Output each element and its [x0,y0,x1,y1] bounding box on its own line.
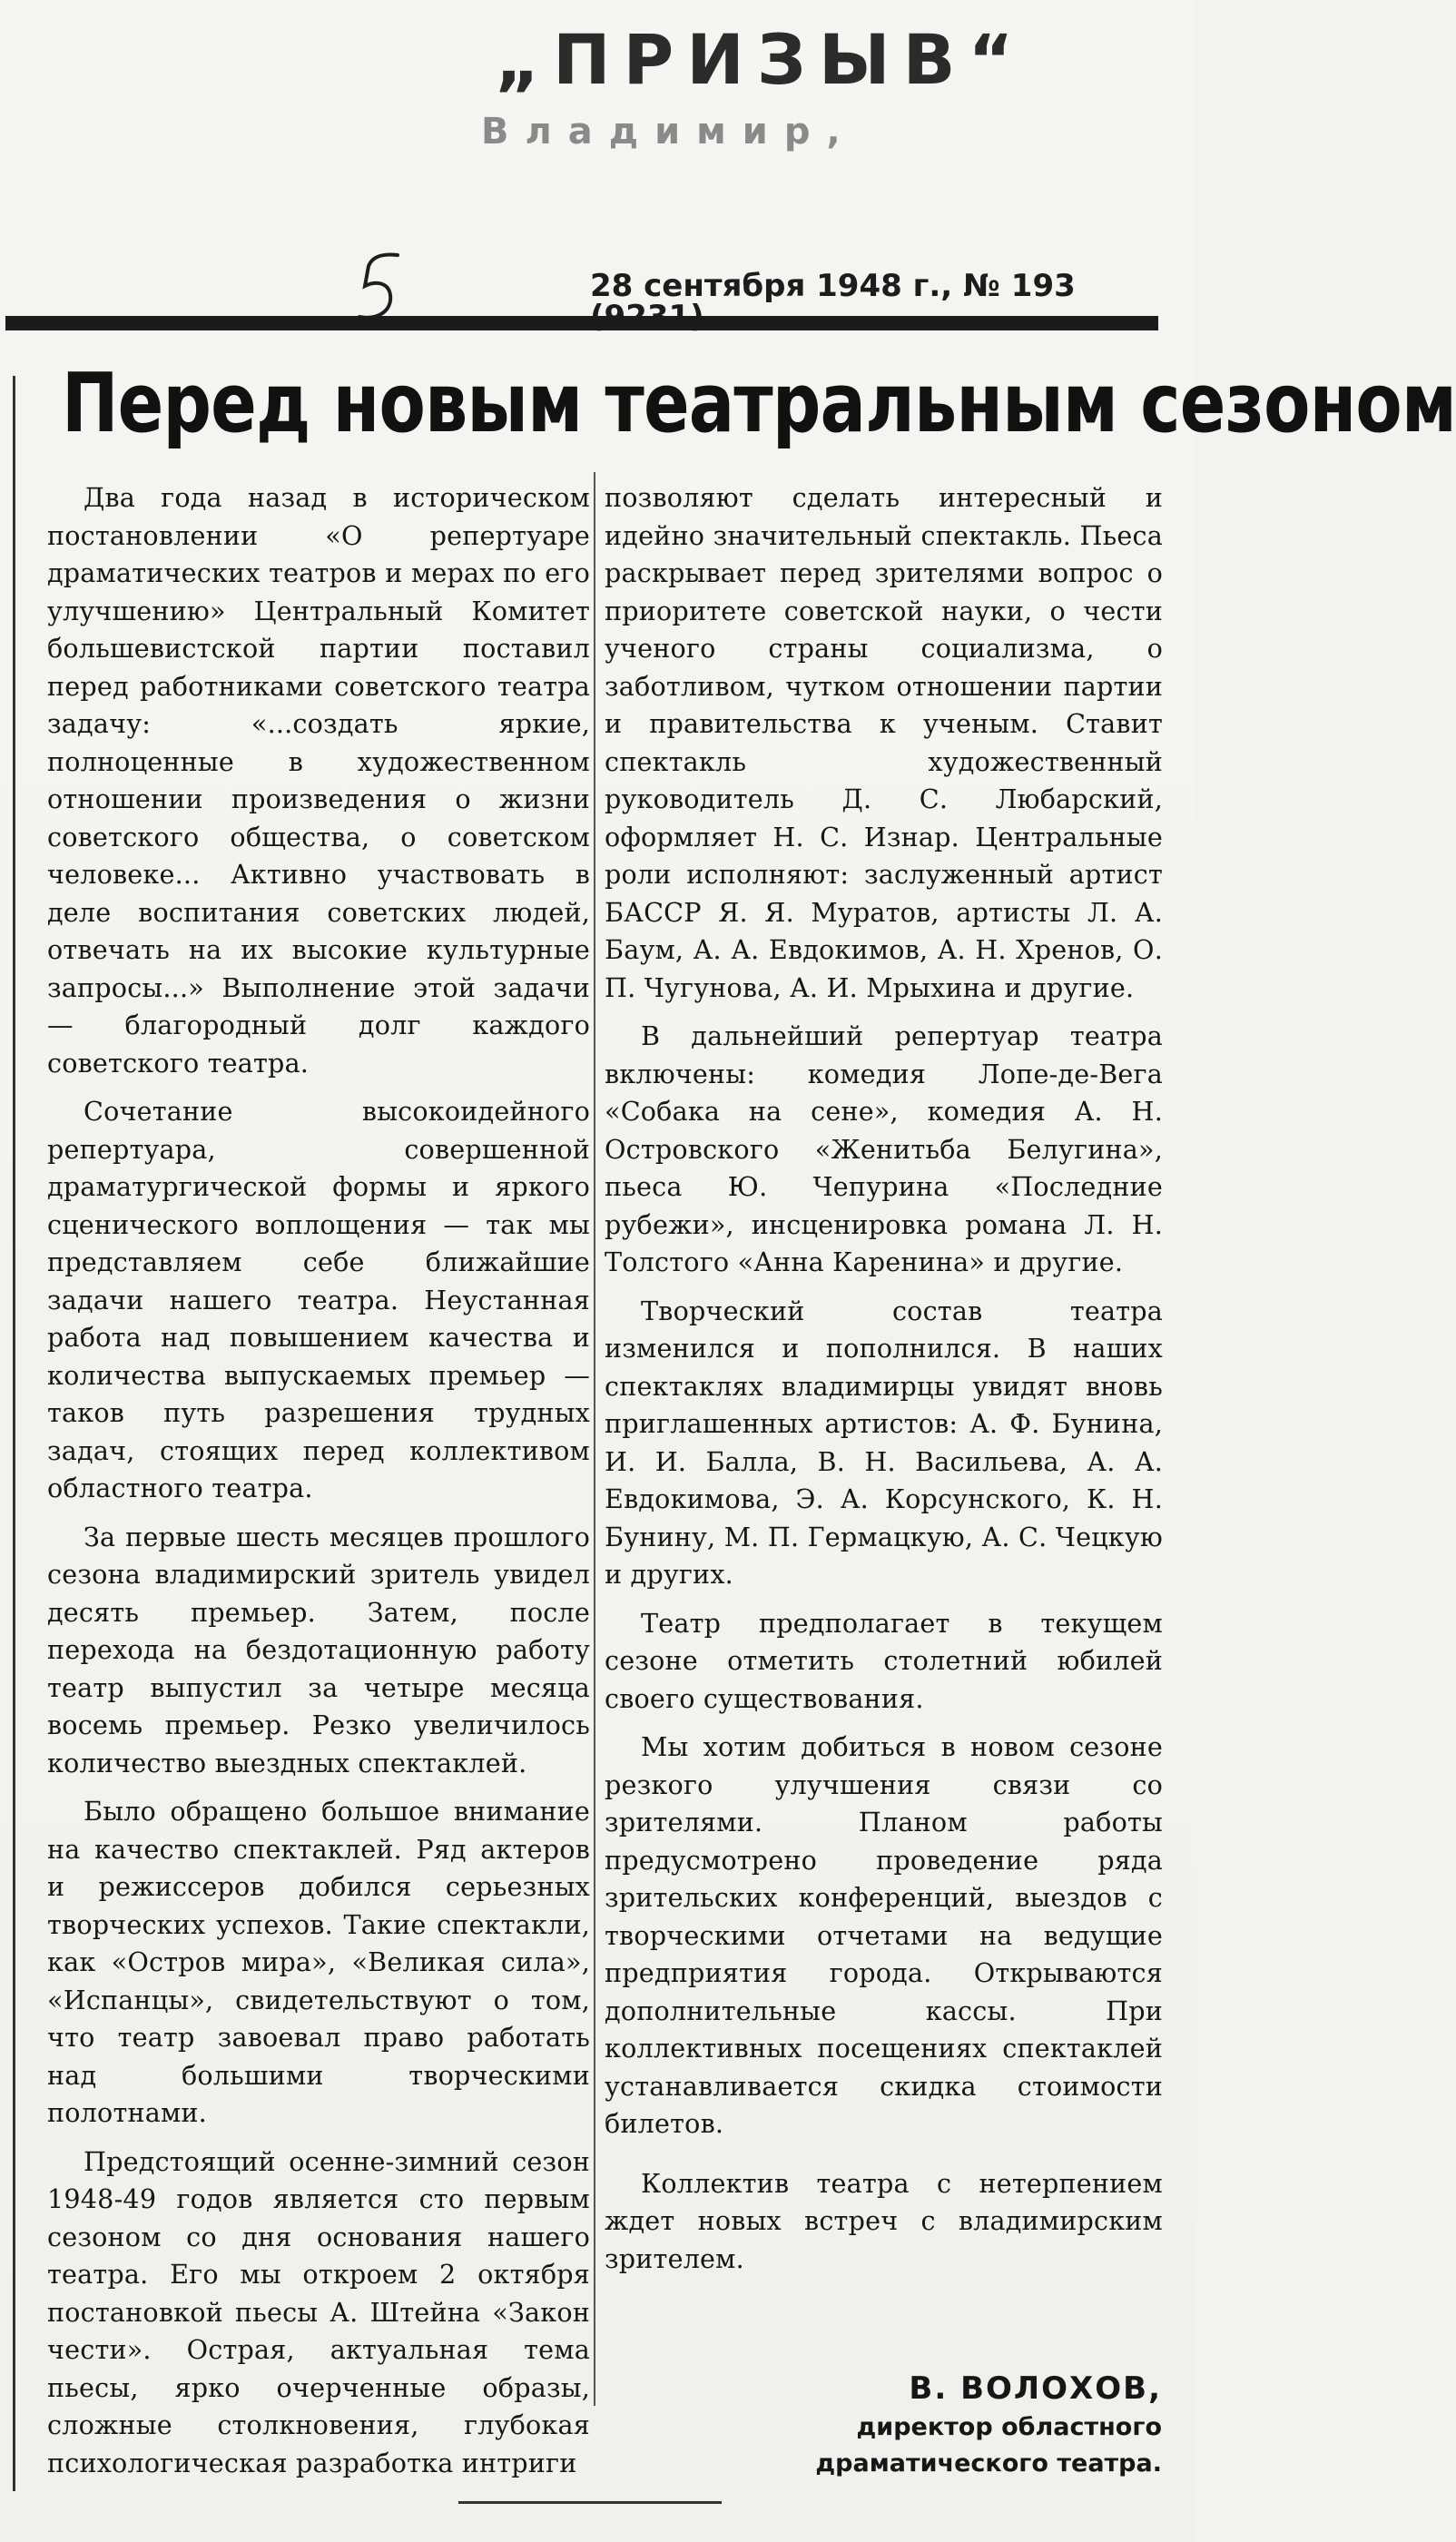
author-title-line1: директор областного [856,2413,1162,2441]
paragraph: Коллектив театра с нетерпением ждет новых встреч с владимирским зрителем. [605,2167,1163,2274]
masthead-stamp-title: „ПРИЗЫВ“ [495,19,1027,100]
article-column-left [47,479,590,2493]
paragraph: Мы хотим добиться в новом сезоне резкого улучшения связи со зрителями. Планом работы предусмотрено проведение ряда зрительских конференций, выездов с творческими отчетами на ведущие предприятия города. Открываются дополнительные кассы. При коллективных посещениях спектаклей устанавливается скидка стоимости билетов. [605,1731,1163,2139]
paragraph: Театр предполагает в текущем сезоне отметить столетний юбилей своего существования. [605,1607,1163,1714]
issue-dateline: 28 сентября 1948 г., № 193 [590,268,1076,304]
column-divider [594,472,595,2406]
paragraph: Предстоящий осенне-зимний сезон 1948-49 годов является сто первым сезоном со дня основания нашего театра. Его мы откроем 2 октября постановкой пьесы А. Штейна «Закон чести». Острая, актуальная тема пьесы, ярко очерченные образы, сложные столкновения, глубокая психологическая разработка интриги [47,2145,590,2478]
article-headline: Перед новым театральным сезоном [62,356,1456,451]
author-name: В. ВОЛОХОВ, [909,2370,1162,2407]
paragraph: позволяют сделать интересный и идейно значительный спектакль. Пьеса раскрывает перед зрителями вопрос о приоритете советской науки, о чести ученого страны социализма, о заботливом, чутком отношении партии и правительства к ученым. Ставит спектакль художественный руководитель Д. С. Любарский, оформляет Н. С. Изнар. Центральные роли исполняют: заслуженный артист БАССР Я. Я. Муратов, артисты Л. А. Баум, А. А. Евдокимов, А. Н. Хренов, О. П. Чугунова, А. И. Мрыхина и другие. [605,482,1163,1003]
paragraph: В дальнейший репертуар театра включены: комедия Лопе-де-Вега «Собака на сене», комедия А. Н. Островского «Женитьба Белугина», пьеса Ю. Чепурина «Последние рубежи», инсценировка романа Л. Н. Толстого «Анна Каренина» и другие. [605,1020,1163,1277]
top-rule [5,316,1158,330]
paragraph: За первые шесть месяцев прошлого сезона владимирский зритель увидел десять премьер. Затем, после перехода на бездотационную работу театр выпустил за четыре месяца восемь премьер. Резко увеличилось количество выездных спектаклей. [47,1521,590,1778]
author-title-line2: драматического театра. [815,2449,1162,2478]
paragraph: Два года назад в историческом постановлении «О репертуаре драматических театров и мерах по его улучшению» Центральный Комитет большевистской партии поставил перед работниками советского театра задачу: «...создать яркие, полноценные в художественном отношении произведения о жизни советского общества, о советском человеке... Активно участвовать в деле воспитания советских людей, отвечать на их высокие культурные запросы...» Выполнение этой задачи — благородный долг каждого советского театра. [47,482,590,1079]
bottom-rule [458,2501,722,2504]
paragraph: Было обращено большое внимание на качество спектаклей. Ряд актеров и режиссеров добился серьезных творческих успехов. Такие спектакли, как «Остров мира», «Великая сила», «Испанцы», свидетельствуют о том, что театр завоевал право работать над большими творческими полотнами. [47,1796,590,2128]
left-border-rule [13,376,15,2491]
author-signature [781,2368,1162,2482]
masthead-stamp-city: Владимир, [481,111,857,153]
article-column-right [605,479,1163,2289]
paragraph: Сочетание высокоидейного репертуара, совершенной драматургической формы и яркого сценического воплощения — так мы представляем себе ближайшие задачи нашего театра. Неустанная работа над повышением качества и количества выпускаемых премьер — таков путь разрешения трудных задач, стоящих перед коллективом областного театра. [47,1096,590,1503]
paragraph: Творческий состав театра изменился и пополнился. В наших спектаклях владимирцы увидят вновь приглашенных артистов: А. Ф. Бунина, И. И. Балла, В. Н. Васильева, А. А. Евдокимова, Э. А. Корсунского, К. Н. Бунину, М. П. Гермацкую, А. С. Чецкую и других. [605,1295,1163,1590]
